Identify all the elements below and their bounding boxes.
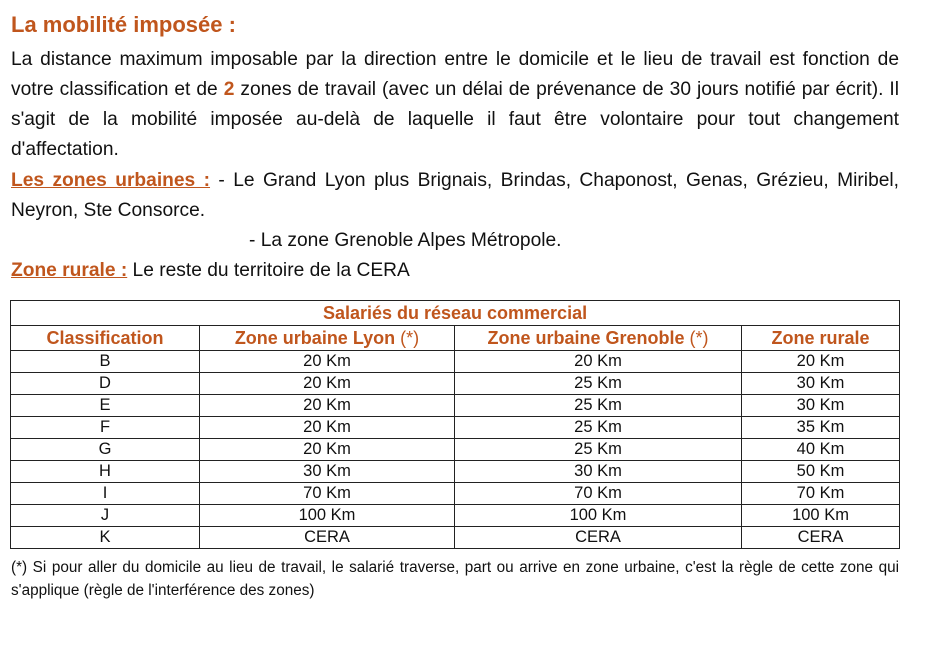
cell-zone-rurale: 100 Km [742,505,900,527]
cell-zone-lyon: 20 Km [200,439,455,461]
cell-zone-rurale: 50 Km [742,461,900,483]
cell-zone-grenoble: 25 Km [455,373,742,395]
cell-classification: J [11,505,200,527]
cell-classification: H [11,461,200,483]
cell-zone-lyon: 20 Km [200,351,455,373]
zone-count: 2 [223,79,235,100]
cell-zone-rurale: 30 Km [742,373,900,395]
footnote: (*) Si pour aller du domicile au lieu de travail, le salarié traverse, part ou arrive en zone urbaine, c'est la règle de cette zone qui s'applique (règle de l'interférence des zones) [11,559,899,599]
cell-classification: F [11,417,200,439]
cell-zone-rurale: 40 Km [742,439,900,461]
rural-zone-heading: Zone rurale : [11,260,128,281]
urban-zones-heading: Les zones urbaines : [11,170,211,191]
cell-zone-lyon: 20 Km [200,395,455,417]
mobility-table [10,300,900,549]
grenoble-zone-line: - La zone Grenoble Alpes Métropole. [249,230,562,251]
cell-zone-grenoble: 100 Km [455,505,742,527]
header-zone-lyon: Zone urbaine Lyon (*) [200,326,455,351]
cell-zone-lyon: CERA [200,527,455,549]
cell-classification: I [11,483,200,505]
cell-zone-grenoble: CERA [455,527,742,549]
footnote-marker: (*) [689,328,709,348]
intro-text-start: La distance maximum imposable par la direction entre le domicile et le lieu de travail est fonction de votre classification et de [11,49,899,100]
cell-classification: E [11,395,200,417]
urban-zones-text: - Le Grand Lyon plus Brignais, Brindas, Chaponost, Genas, Grézieu, Miribel, Neyron, Ste Consorce. [11,170,899,221]
cell-classification: K [11,527,200,549]
rural-zone-paragraph [11,256,899,286]
table-row [11,373,900,395]
cell-zone-grenoble: 25 Km [455,439,742,461]
table-row [11,417,900,439]
table-body [11,351,900,549]
cell-zone-lyon: 20 Km [200,417,455,439]
header-zone-grenoble: Zone urbaine Grenoble (*) [455,326,742,351]
table-caption: Salariés du réseau commercial [11,301,900,326]
table-row [11,395,900,417]
table-row [11,351,900,373]
cell-zone-rurale: CERA [742,527,900,549]
cell-zone-rurale: 35 Km [742,417,900,439]
urban-zones-paragraph [11,166,899,226]
table-row [11,439,900,461]
cell-zone-rurale: 70 Km [742,483,900,505]
cell-zone-lyon: 20 Km [200,373,455,395]
cell-zone-grenoble: 70 Km [455,483,742,505]
cell-zone-grenoble: 20 Km [455,351,742,373]
cell-zone-grenoble: 30 Km [455,461,742,483]
cell-zone-grenoble: 25 Km [455,395,742,417]
cell-zone-lyon: 100 Km [200,505,455,527]
page-title: La mobilité imposée : [11,12,236,37]
table-row [11,505,900,527]
table-row [11,527,900,549]
intro-paragraph [11,45,899,165]
cell-classification: G [11,439,200,461]
header-zone-rurale: Zone rurale [742,326,900,351]
header-classification: Classification [11,326,200,351]
cell-zone-grenoble: 25 Km [455,417,742,439]
footnote-marker: (*) [400,328,420,348]
cell-classification: B [11,351,200,373]
cell-zone-rurale: 20 Km [742,351,900,373]
cell-zone-lyon: 30 Km [200,461,455,483]
cell-zone-lyon: 70 Km [200,483,455,505]
intro-text-end: zones de travail (avec un délai de prévenance de 30 jours notifié par écrit). Il s'agit de la mobilité imposée au-delà de laquelle il faut être volontaire pour tout changement d'affectation. [11,79,899,160]
rural-zone-text: Le reste du territoire de la CERA [127,260,410,281]
cell-classification: D [11,373,200,395]
table-row [11,461,900,483]
cell-zone-rurale: 30 Km [742,395,900,417]
table-row [11,483,900,505]
